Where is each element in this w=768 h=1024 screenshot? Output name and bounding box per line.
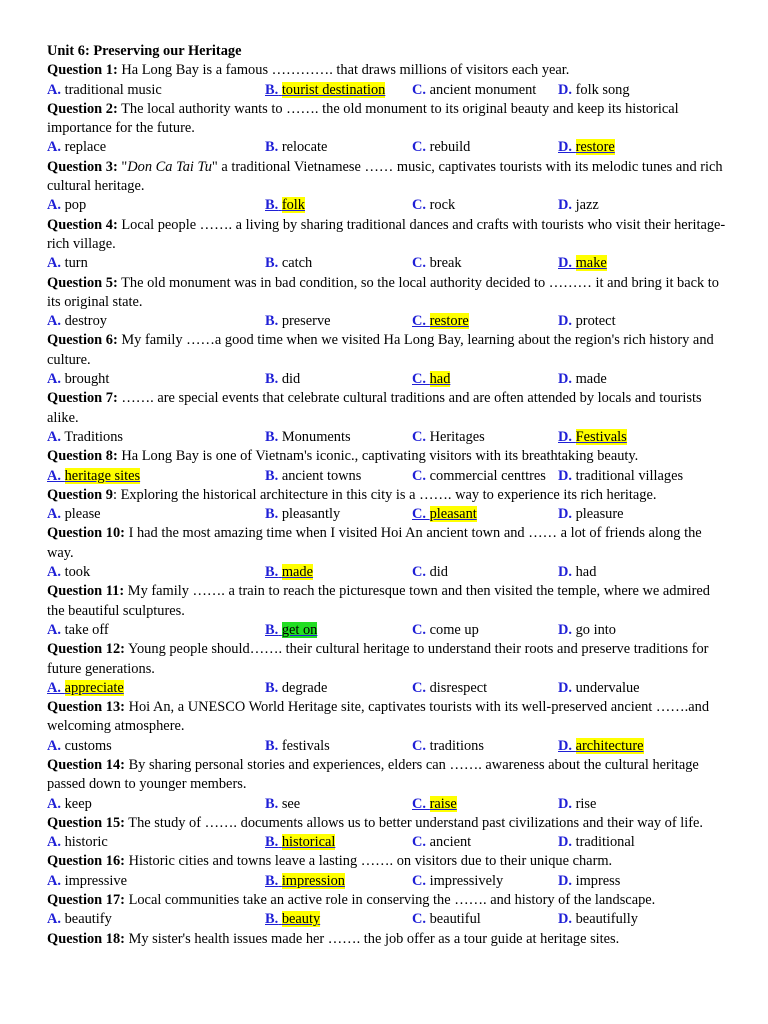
option-letter: C. [412,81,426,98]
question-block [47,640,727,698]
option-letter: A. [47,834,61,851]
option-letter: C. [412,139,426,156]
option-text: go into [575,621,616,638]
options-row [47,679,727,698]
option-b [265,138,327,157]
option-d [558,833,635,852]
question-stem [47,216,727,255]
option-letter: A. [47,872,61,889]
option-text: raise [429,795,457,812]
option-text: impressively [429,872,504,889]
option-d [558,872,620,891]
option-text: beauty [281,911,321,928]
option-c [412,428,485,447]
option-text: protect [575,313,616,330]
question-text: Local communities take an active role in conserving the ……. and history of the landscape. [124,892,656,909]
option-letter: B. [265,371,279,388]
option-d-answer [558,737,644,756]
question-stem [47,698,727,737]
question-stem [47,756,727,795]
option-d [558,370,607,389]
question-label: Question 6: [47,332,118,349]
option-a [47,254,88,273]
option-c [412,833,471,852]
option-a [47,312,107,331]
option-text: architecture [575,737,644,754]
question-block [47,814,727,853]
option-letter: D. [558,467,572,484]
option-text: restore [429,313,469,330]
option-text: folk [281,197,305,214]
question-text: The study of ……. documents allows us to better understand past civilizations and their way of life. [124,814,704,831]
question-label: Question 8: [47,448,118,465]
option-a [47,428,123,447]
option-text: please [64,506,101,523]
question-block [47,331,727,389]
question-block [47,100,727,158]
question-text: Ha Long Bay is one of Vietnam's iconic., captivating visitors with its breathtaking beauty. [117,448,639,465]
option-letter: D. [558,795,572,812]
option-text: ancient [429,834,472,851]
option-letter: C. [412,313,426,330]
option-text: destroy [64,313,107,330]
option-text: traditions [429,737,484,754]
option-b-answer [265,910,320,929]
option-letter: C. [412,911,426,928]
options-row [47,737,727,756]
option-text: historical [281,834,336,851]
option-b [265,795,300,814]
question-block [47,389,727,447]
option-text: disrespect [429,679,488,696]
option-letter: A. [47,139,61,156]
question-stem [47,930,727,949]
question-stem [47,486,727,505]
question-block [47,891,727,930]
option-letter: D. [558,81,572,98]
worksheet-content [47,42,727,949]
question-text: The local authority wants to ……. the old monument to its original beauty and keep its historical importance for the future. [47,100,679,137]
option-text: pleasant [429,506,477,523]
option-a [47,138,106,157]
option-letter: C. [412,506,426,523]
question-text: The old monument was in bad condition, so the local authority decided to ……… it and bring it back to its original state. [47,274,719,310]
option-letter: C. [412,255,426,272]
option-text: rebuild [429,139,471,156]
option-letter: C. [412,834,426,851]
question-stem [47,274,727,313]
option-b [265,467,361,486]
question-stem [47,814,727,833]
option-a [47,621,109,640]
question-label: Question 18: [47,930,125,947]
question-text: "Don Ca Tai Tu" a traditional Vietnamese …… music, captivates tourists with its melodic tunes and rich cultural heritage. [47,158,723,195]
option-b-answer [265,621,317,640]
option-a-answer [47,467,140,486]
option-letter: A. [47,911,61,928]
question-text: ……. are special events that celebrate cultural traditions and are often attended by locals and tourists alike. [47,390,702,426]
question-block [47,698,727,756]
option-text: impression [281,872,345,889]
option-text: appreciate [64,679,124,696]
question-text: My family ……. a train to reach the picturesque town and then visited the temple, where we admired the beautiful sculptures. [47,583,711,619]
option-text: pop [64,197,87,214]
option-text: rock [429,197,456,214]
question-stem [47,852,727,871]
option-letter: A. [47,371,61,388]
option-text: Traditions [64,428,123,445]
option-d-answer [558,254,607,273]
question-text: By sharing personal stories and experiences, elders can ……. awareness about the cultural heritage passed down to younger members. [47,756,699,793]
question-label: Question 14: [47,756,125,773]
option-letter: B. [265,255,279,272]
option-text: beautiful [429,911,481,928]
question-block [47,158,727,216]
question-block [47,852,727,891]
option-c [412,910,481,929]
option-a [47,872,127,891]
option-text: jazz [575,197,599,214]
question-label: Question 13: [47,699,125,716]
option-letter: C. [412,428,426,445]
question-text: I had the most amazing time when I visited Hoi An ancient town and …… a lot of friends along the way. [47,525,702,561]
option-letter: C. [412,795,426,812]
option-text: traditional [575,834,635,851]
option-letter: B. [265,911,279,928]
question-label: Question 7: [47,390,118,407]
option-c-answer [412,370,450,389]
options-row [47,872,727,891]
options-row [47,467,727,486]
option-text: preserve [281,313,331,330]
option-b-answer [265,196,305,215]
option-d [558,312,616,331]
option-letter: A. [47,679,61,696]
question-stem [47,61,727,80]
option-d-answer [558,138,615,157]
option-b [265,679,327,698]
option-letter: B. [265,506,279,523]
question-label: Question 11: [47,583,125,600]
option-text: rise [575,795,597,812]
option-a [47,910,112,929]
options-row [47,833,727,852]
option-b-answer [265,563,313,582]
option-letter: D. [558,313,572,330]
options-row [47,621,727,640]
option-text: made [575,371,607,388]
options-row [47,563,727,582]
question-stem [47,524,727,563]
option-letter: A. [47,621,61,638]
question-text: : Exploring the historical architecture in this city is a ……. way to experience its rich heritage. [112,486,657,503]
option-b [265,737,330,756]
question-stem [47,389,727,428]
option-letter: D. [558,621,572,638]
option-text: had [429,371,451,388]
option-text: take off [64,621,109,638]
option-text: see [281,795,301,812]
option-letter: D. [558,428,572,445]
option-text: undervalue [575,679,640,696]
option-d [558,621,616,640]
option-text: degrade [281,679,328,696]
option-text: make [575,255,607,272]
option-a [47,370,109,389]
options-row [47,312,727,331]
option-letter: C. [412,872,426,889]
option-letter: B. [265,737,279,754]
option-text: keep [64,795,92,812]
option-text: break [429,255,462,272]
option-b-answer [265,833,335,852]
option-c [412,872,503,891]
option-c [412,621,479,640]
question-text: My sister's health issues made her ……. the job offer as a tour guide at heritage sites. [124,930,620,947]
question-text: Young people should……. their cultural heritage to understand their roots and preserve traditions for future generations. [47,641,709,677]
option-letter: C. [412,679,426,696]
option-text: traditional villages [575,467,684,484]
option-text: Monuments [281,428,351,445]
question-label: Question 17: [47,892,125,909]
question-text: Local people ……. a living by sharing traditional dances and crafts with tourists who visit their heritage-rich village. [47,216,726,252]
option-text: impressive [64,872,127,889]
question-label: Question 3: [47,158,118,175]
option-letter: C. [412,467,426,484]
option-c [412,81,536,100]
option-text: traditional music [64,81,162,98]
question-stem [47,582,727,621]
option-b-answer [265,872,345,891]
option-text: impress [575,872,621,889]
option-text: historic [64,834,108,851]
question-label: Question 10: [47,525,125,542]
question-block [47,930,727,949]
question-block [47,486,727,525]
question-text: My family ……a good time when we visited Ha Long Bay, learning about the region's rich history and culture. [47,332,714,368]
option-text: beautify [64,911,112,928]
option-letter: A. [47,255,61,272]
option-a [47,81,162,100]
question-label: Question 2: [47,100,118,117]
option-c [412,467,546,486]
option-text: turn [64,255,88,272]
option-a [47,196,86,215]
options-row [47,81,727,100]
option-text: ancient monument [429,81,537,98]
option-letter: A. [47,737,61,754]
option-text: ancient towns [281,467,362,484]
option-text: tourist destination [281,81,386,98]
option-a [47,795,92,814]
question-stem [47,447,727,466]
options-row [47,138,727,157]
question-text: Ha Long Bay is a famous …………. that draws millions of visitors each year. [117,62,570,79]
option-letter: B. [265,795,279,812]
option-text: brought [64,371,110,388]
option-letter: C. [412,564,426,581]
question-block [47,216,727,274]
option-letter: D. [558,506,572,523]
options-row [47,370,727,389]
option-letter: B. [265,428,279,445]
option-c [412,138,470,157]
question-stem [47,100,727,139]
option-letter: B. [265,81,279,98]
option-text: pleasure [575,506,624,523]
option-letter: D. [558,872,572,889]
question-text: Historic cities and towns leave a lasting ……. on visitors due to their unique charm. [124,853,613,870]
option-text: did [429,564,448,581]
question-block [47,274,727,332]
option-letter: A. [47,467,61,484]
options-row [47,196,727,215]
option-d [558,795,596,814]
option-letter: D. [558,679,572,696]
question-label: Question 4: [47,216,118,233]
question-stem [47,640,727,679]
question-block [47,447,727,486]
option-text: relocate [281,139,328,156]
option-letter: D. [558,197,572,214]
option-letter: A. [47,313,61,330]
option-text: replace [64,139,107,156]
option-letter: B. [265,467,279,484]
option-text: folk song [575,81,630,98]
options-row [47,428,727,447]
option-b [265,254,312,273]
question-block [47,524,727,582]
option-d [558,81,630,100]
option-letter: A. [47,197,61,214]
question-block [47,61,727,100]
question-label: Question 15: [47,814,125,831]
options-row [47,254,727,273]
options-row [47,505,727,524]
option-text: restore [575,139,615,156]
option-c-answer [412,312,469,331]
option-text: had [575,564,597,581]
option-text: did [281,371,301,388]
option-text: made [281,564,313,581]
option-d [558,196,599,215]
option-letter: C. [412,621,426,638]
option-b [265,312,331,331]
option-letter: D. [558,834,572,851]
question-label: Question 1: [47,62,118,79]
option-c [412,196,455,215]
option-letter: D. [558,737,572,754]
option-letter: B. [265,872,279,889]
question-stem [47,891,727,910]
option-letter: C. [412,197,426,214]
option-text: Festivals [575,428,627,445]
option-b-answer [265,81,385,100]
option-letter: A. [47,795,61,812]
option-c [412,254,462,273]
question-label: Question 12: [47,641,125,658]
question-stem [47,331,727,370]
option-a [47,563,90,582]
option-a-answer [47,679,124,698]
option-letter: B. [265,139,279,156]
option-text: festivals [281,737,330,754]
option-d-answer [558,428,627,447]
option-text: took [64,564,91,581]
option-letter: A. [47,428,61,445]
question-block [47,582,727,640]
option-c [412,679,487,698]
option-letter: D. [558,371,572,388]
option-text: commercial centtres [429,467,546,484]
option-d [558,910,638,929]
option-letter: B. [265,564,279,581]
option-letter: D. [558,911,572,928]
question-text: Hoi An, a UNESCO World Heritage site, captivates tourists with its well-preserved ancient …….and welcoming atmosphere. [47,699,710,735]
option-letter: B. [265,679,279,696]
option-text: come up [429,621,479,638]
option-letter: C. [412,737,426,754]
option-text: get on [281,621,318,638]
option-b [265,428,351,447]
unit-title: Unit 6: Preserving our Heritage [47,43,242,59]
options-row [47,910,727,929]
option-a [47,737,112,756]
option-c [412,737,484,756]
options-row [47,795,727,814]
option-c-answer [412,505,477,524]
option-a [47,833,108,852]
option-letter: D. [558,255,572,272]
option-text: Heritages [429,428,485,445]
option-c-answer [412,795,457,814]
option-b [265,370,300,389]
option-text: heritage sites [64,467,141,484]
option-text: pleasantly [281,506,341,523]
option-letter: C. [412,371,426,388]
option-text: catch [281,255,313,272]
option-d [558,563,596,582]
option-letter: B. [265,834,279,851]
option-letter: A. [47,506,61,523]
question-label: Question 5: [47,274,118,291]
option-letter: A. [47,564,61,581]
option-letter: D. [558,564,572,581]
option-letter: B. [265,313,279,330]
option-letter: B. [265,621,279,638]
question-stem [47,158,727,197]
option-text: customs [64,737,112,754]
question-label: Question 16: [47,853,125,870]
option-letter: D. [558,139,572,156]
option-d [558,467,683,486]
question-label: Question 9 [47,486,113,503]
option-c [412,563,448,582]
option-d [558,679,640,698]
option-text: beautifully [575,911,638,928]
question-block [47,756,727,814]
option-b [265,505,340,524]
option-d [558,505,624,524]
option-letter: A. [47,81,61,98]
option-a [47,505,101,524]
option-letter: B. [265,197,279,214]
